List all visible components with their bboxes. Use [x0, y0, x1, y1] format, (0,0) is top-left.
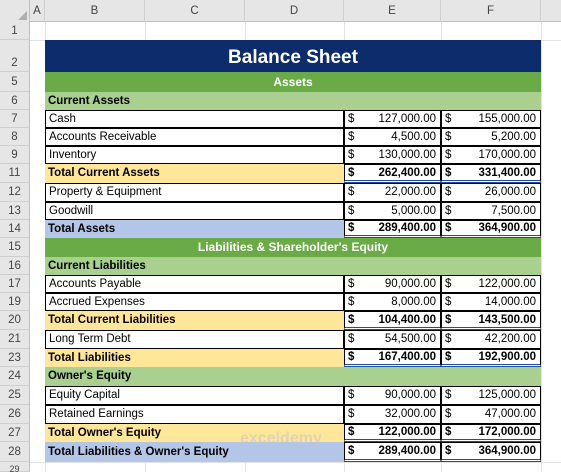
inventory-value-f[interactable]	[441, 146, 541, 164]
currency-symbol: $	[348, 167, 355, 179]
inventory-amount-f: 170,000.00	[478, 149, 536, 161]
currency-symbol: $	[348, 408, 355, 420]
accrued-expenses-value-f[interactable]	[441, 293, 541, 311]
row-header-28[interactable]: 28	[0, 442, 30, 462]
row-header-21[interactable]: 21	[0, 330, 30, 349]
accounts-receivable-label[interactable]: Accounts Receivable	[45, 128, 344, 146]
cash-amount-f: 155,000.00	[478, 113, 536, 125]
total-current-assets-label[interactable]: Total Current Assets	[45, 164, 344, 183]
row-header-2[interactable]: 2	[0, 40, 30, 72]
row-header-19[interactable]: 19	[0, 293, 30, 311]
owners-equity-label[interactable]: Owner's Equity	[45, 367, 541, 386]
property-equipment-amount-e: 22,000.00	[384, 186, 436, 198]
watermark-logo: exceldemy	[240, 430, 322, 447]
total-assets-amount-f: 364,900.00	[478, 222, 536, 234]
row-header-26[interactable]: 26	[0, 405, 30, 424]
row-header-13[interactable]: 13	[0, 202, 30, 220]
currency-symbol: $	[445, 278, 452, 290]
row-header-9[interactable]: 9	[0, 146, 30, 164]
inventory-value-e[interactable]	[344, 146, 441, 164]
accounts-receivable-value-f[interactable]	[441, 128, 541, 146]
total-liabilities-equity-amount-e: 289,400.00	[378, 445, 436, 457]
row-header-12[interactable]: 12	[0, 183, 30, 202]
accrued-expenses-label[interactable]: Accrued Expenses	[45, 293, 344, 311]
total-assets-label[interactable]: Total Assets	[45, 220, 344, 238]
equity-capital-amount-f: 125,000.00	[478, 389, 536, 401]
currency-symbol: $	[348, 389, 355, 401]
currency-symbol: $	[348, 205, 355, 217]
total-liabilities-equity-label[interactable]: Total Liabilities & Owner's Equity	[45, 442, 344, 462]
row-header-7[interactable]: 7	[0, 110, 30, 128]
long-term-debt-value-e[interactable]	[344, 330, 441, 349]
total-current-liabilities-amount-f: 143,500.00	[478, 314, 536, 326]
page-title[interactable]: Balance Sheet	[45, 40, 541, 72]
retained-earnings-amount-e: 32,000.00	[384, 408, 436, 420]
inventory-amount-e: 130,000.00	[378, 149, 436, 161]
column-header-bar	[0, 0, 561, 22]
row-header-27[interactable]: 27	[0, 424, 30, 442]
equity-capital-amount-e: 90,000.00	[384, 389, 436, 401]
accounts-payable-amount-e: 90,000.00	[384, 278, 436, 290]
total-owners-equity-amount-e: 122,000.00	[378, 426, 436, 438]
cash-value-f[interactable]	[441, 110, 541, 128]
total-current-assets-value-f[interactable]	[441, 164, 541, 183]
currency-symbol: $	[348, 113, 355, 125]
total-liabilities-value-f[interactable]	[441, 349, 541, 367]
currency-symbol: $	[348, 351, 355, 363]
accounts-receivable-value-e[interactable]	[344, 128, 441, 146]
liabilities-section-header[interactable]: Liabilities & Shareholder's Equity	[45, 238, 541, 257]
property-equipment-amount-f: 26,000.00	[484, 186, 536, 198]
retained-earnings-value-e[interactable]	[344, 405, 441, 424]
retained-earnings-value-f[interactable]	[441, 405, 541, 424]
total-assets-amount-e: 289,400.00	[378, 222, 436, 234]
currency-symbol: $	[445, 351, 452, 363]
accounts-payable-value-e[interactable]	[344, 275, 441, 293]
total-current-liabilities-amount-e: 104,400.00	[378, 314, 436, 326]
equity-capital-label[interactable]: Equity Capital	[45, 386, 344, 405]
column-header-b[interactable]: B	[45, 0, 145, 22]
accrued-expenses-amount-e: 8,000.00	[391, 296, 436, 308]
total-liabilities-equity-value-e[interactable]	[344, 442, 441, 462]
accrued-expenses-amount-f: 14,000.00	[484, 296, 536, 308]
cash-amount-e: 127,000.00	[378, 113, 436, 125]
accounts-receivable-amount-e: 4,500.00	[391, 131, 436, 143]
column-header-f[interactable]: F	[441, 0, 541, 22]
currency-symbol: $	[348, 445, 355, 457]
gridline	[541, 22, 542, 472]
assets-section-header[interactable]: Assets	[45, 72, 541, 92]
currency-symbol: $	[348, 186, 355, 198]
goodwill-value-f[interactable]	[441, 202, 541, 220]
total-current-liabilities-label[interactable]: Total Current Liabilities	[45, 311, 344, 330]
currency-symbol: $	[445, 408, 452, 420]
retained-earnings-amount-f: 47,000.00	[484, 408, 536, 420]
current-assets-label[interactable]: Current Assets	[45, 92, 541, 110]
total-liabilities-label[interactable]: Total Liabilities	[45, 349, 344, 367]
currency-symbol: $	[445, 222, 452, 234]
currency-symbol: $	[445, 186, 452, 198]
row-header-14[interactable]: 14	[0, 220, 30, 238]
accounts-payable-amount-f: 122,000.00	[478, 278, 536, 290]
row-header-29[interactable]: 29	[0, 462, 30, 472]
total-liabilities-amount-f: 192,900.00	[478, 351, 536, 363]
goodwill-amount-e: 5,000.00	[391, 205, 436, 217]
currency-symbol: $	[348, 278, 355, 290]
currency-symbol: $	[445, 333, 452, 345]
total-current-liabilities-value-e[interactable]	[344, 311, 441, 330]
long-term-debt-amount-e: 54,500.00	[384, 333, 436, 345]
row-header-20[interactable]: 20	[0, 311, 30, 330]
currency-symbol: $	[445, 314, 452, 326]
goodwill-label[interactable]: Goodwill	[45, 202, 344, 220]
currency-symbol: $	[445, 426, 452, 438]
accounts-receivable-amount-f: 5,200.00	[491, 131, 536, 143]
total-owners-equity-label[interactable]: Total Owner's Equity	[45, 424, 344, 442]
total-assets-value-f[interactable]	[441, 220, 541, 238]
accrued-expenses-value-e[interactable]	[344, 293, 441, 311]
select-all-corner[interactable]	[0, 0, 30, 22]
currency-symbol: $	[445, 389, 452, 401]
property-equipment-value-f[interactable]	[441, 183, 541, 202]
accounts-payable-value-f[interactable]	[441, 275, 541, 293]
total-current-assets-value-e[interactable]	[344, 164, 441, 183]
row-header-17[interactable]: 17	[0, 275, 30, 293]
currency-symbol: $	[348, 314, 355, 326]
currency-symbol: $	[348, 131, 355, 143]
current-liabilities-label[interactable]: Current Liabilities	[45, 257, 541, 275]
row-header-6[interactable]: 6	[0, 92, 30, 110]
total-liabilities-equity-amount-f: 364,900.00	[478, 445, 536, 457]
total-liabilities-equity-value-f[interactable]	[441, 442, 541, 462]
cash-value-e[interactable]	[344, 110, 441, 128]
total-owners-equity-amount-f: 172,000.00	[478, 426, 536, 438]
goodwill-value-e[interactable]	[344, 202, 441, 220]
row-header-8[interactable]: 8	[0, 128, 30, 146]
property-equipment-label[interactable]: Property & Equipment	[45, 183, 344, 202]
row-header-16[interactable]: 16	[0, 257, 30, 275]
column-header-d[interactable]: D	[245, 0, 344, 22]
total-liabilities-value-e[interactable]	[344, 349, 441, 367]
long-term-debt-amount-f: 42,200.00	[484, 333, 536, 345]
total-current-assets-amount-e: 262,400.00	[378, 167, 436, 179]
row-header-1[interactable]: 1	[0, 22, 30, 40]
currency-symbol: $	[445, 149, 452, 161]
currency-symbol: $	[348, 296, 355, 308]
currency-symbol: $	[348, 426, 355, 438]
gridline	[30, 462, 561, 463]
inventory-label[interactable]: Inventory	[45, 146, 344, 164]
currency-symbol: $	[348, 333, 355, 345]
row-header-23[interactable]: 23	[0, 349, 30, 367]
row-header-11[interactable]: 11	[0, 164, 30, 183]
column-header-c[interactable]: C	[145, 0, 245, 22]
currency-symbol: $	[445, 131, 452, 143]
total-liabilities-amount-e: 167,400.00	[378, 351, 436, 363]
row-header-24[interactable]: 24	[0, 367, 30, 386]
currency-symbol: $	[348, 222, 355, 234]
currency-symbol: $	[445, 445, 452, 457]
retained-earnings-label[interactable]: Retained Earnings	[45, 405, 344, 424]
row-header-5[interactable]: 5	[0, 72, 30, 92]
cash-label[interactable]: Cash	[45, 110, 344, 128]
property-equipment-value-e[interactable]	[344, 183, 441, 202]
currency-symbol: $	[445, 205, 452, 217]
goodwill-amount-f: 7,500.00	[491, 205, 536, 217]
currency-symbol: $	[348, 149, 355, 161]
column-header-a[interactable]: A	[30, 0, 45, 22]
total-owners-equity-value-f[interactable]	[441, 424, 541, 442]
long-term-debt-value-f[interactable]	[441, 330, 541, 349]
accounts-payable-label[interactable]: Accounts Payable	[45, 275, 344, 293]
total-owners-equity-value-e[interactable]	[344, 424, 441, 442]
total-assets-value-e[interactable]	[344, 220, 441, 238]
currency-symbol: $	[445, 113, 452, 125]
total-current-liabilities-value-f[interactable]	[441, 311, 541, 330]
long-term-debt-label[interactable]: Long Term Debt	[45, 330, 344, 349]
equity-capital-value-f[interactable]	[441, 386, 541, 405]
row-header-15[interactable]: 15	[0, 238, 30, 257]
column-header-e[interactable]: E	[344, 0, 441, 22]
equity-capital-value-e[interactable]	[344, 386, 441, 405]
row-header-25[interactable]: 25	[0, 386, 30, 405]
currency-symbol: $	[445, 296, 452, 308]
currency-symbol: $	[445, 167, 452, 179]
total-current-assets-amount-f: 331,400.00	[478, 167, 536, 179]
